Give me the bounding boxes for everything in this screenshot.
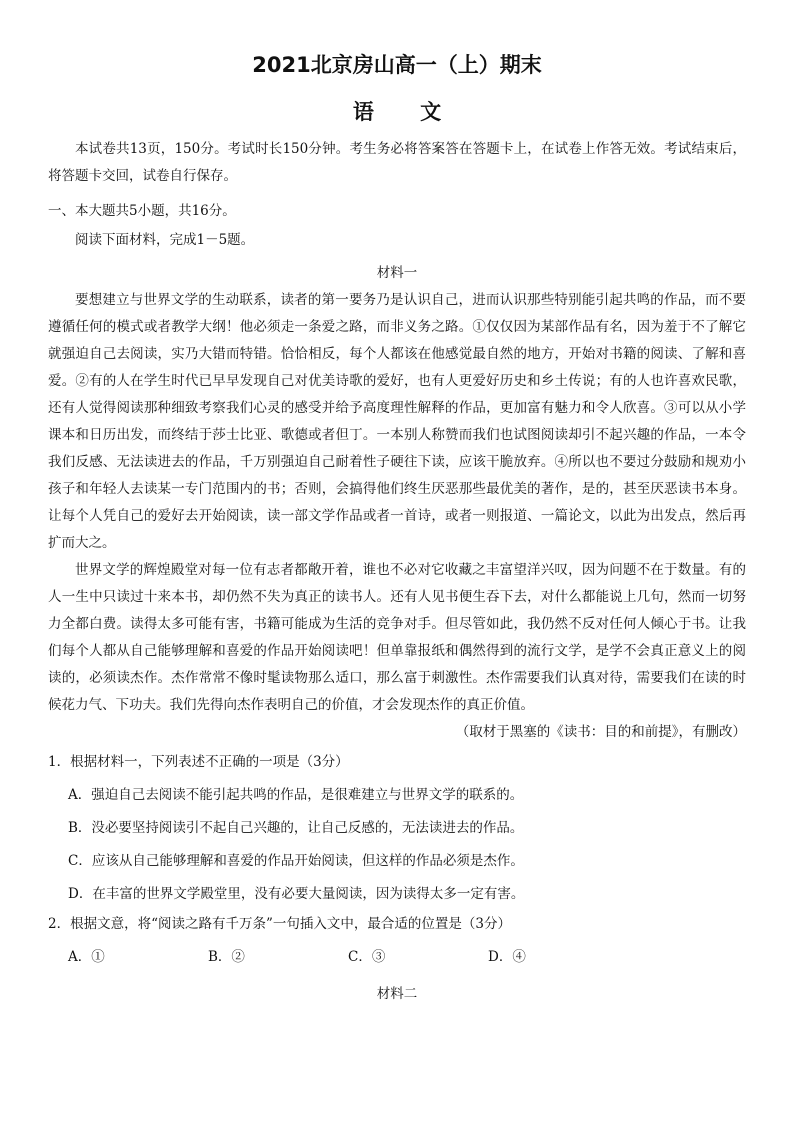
section-intro: 阅读下面材料，完成1－5题。 (75, 232, 255, 248)
material-one-heading: 材料一 (376, 265, 418, 281)
question-2-options (48, 944, 746, 971)
exam-title: 2021北京房山高一（上）期末 (252, 53, 542, 77)
exam-instructions: 本试卷共13页，150分。考试时长150分钟。考生务必将答案答在答题卡上，在试卷上作答无效。考试结束后，将答题卡交回，试卷自行保存。 (48, 141, 746, 184)
question-2-option-a: A．① (68, 949, 105, 965)
question-1-option-a: A．强迫自己去阅读不能引起共鸣的作品，是很难建立与世界文学的联系的。 (68, 787, 524, 803)
question-2-option-c: C．③ (348, 949, 386, 965)
material-one-paragraph-1: 要想建立与世界文学的生动联系，读者的第一要务乃是认识自己，进而认识那些特别能引起共鸣的作品，而不要遵循任何的模式或者教学大纲！他必须走一条爱之路，而非义务之路。①仅仅因为某部作品有名，因为羞于不了解它就强迫自己去阅读，实乃大错而特错。恰恰相反，每个人都该在他感觉最自然的地方，开始对书籍的阅读、了解和喜爱。②有的人在学生时代已早早发现自己对优美诗歌的爱好，也有人更爱好历史和乡土传说；有的人也许喜欢民歌，还有人觉得阅读那种细致考察我们心灵的感受并给予高度理性解释的作品，更加富有魅力和令人欣喜。③可以从小学课本和日历出发，而终结于莎士比亚、歌德或者但丁。一本别人称赞而我们也试图阅读却引不起兴趣的作品，一本令我们反感、无法读进去的作品，千万别强迫自己耐着性子硬往下读，应该干脆放弃。④所以也不要过分鼓励和规劝小孩子和年轻人去读某一专门范围内的书；否则，会搞得他们终生厌恶那些最优美的著作，是的，甚至厌恶读书本身。让每个人凭自己的爱好去开始阅读，读一部文学作品或者一首诗，或者一则报道、一篇论文，以此为出发点，然后再扩而大之。 (48, 292, 746, 551)
material-one-source: （取材于黑塞的《读书：目的和前提》，有删改） (455, 724, 746, 740)
section-heading: 一、本大题共5小题，共16分。 (48, 203, 236, 219)
question-2-option-d: D．④ (488, 949, 526, 965)
material-one-paragraph-2: 世界文学的辉煌殿堂对每一位有志者都敞开着，谁也不必对它收藏之丰富望洋兴叹，因为问题不在于数量。有的人一生中只读过十来本书，却仍然不失为真正的读书人。还有人见书便生吞下去，对什么都能说上几句，然而一切努力全都白费。读得太多可能有害，书籍可能成为生活的竞争对手。但尽管如此，我仍然不反对任何人倾心于书。让我们每个人都从自己能够理解和喜爱的作品开始阅读吧！但单靠报纸和偶然得到的流行文学，是学不会真正意义上的阅读的，必须读杰作。杰作常常不像时髦读物那么适口，那么富于刺激性。杰作需要我们认真对待，需要我们在读的时候花力气、下功夫。我们先得向杰作表明自己的价值，才会发现杰作的真正价值。 (48, 562, 746, 713)
question-1-option-d: D．在丰富的世界文学殿堂里，没有必要大量阅读，因为读得太多一定有害。 (68, 886, 525, 902)
material-two-heading: 材料二 (376, 986, 418, 1002)
question-1-stem: 1．根据材料一，下列表述不正确的一项是（3分） (48, 754, 349, 770)
question-1-option-b: B．没必要坚持阅读引不起自己兴趣的，让自己反感的，无法读进去的作品。 (68, 820, 524, 836)
question-1-option-c: C．应该从自己能够理解和喜爱的作品开始阅读，但这样的作品必须是杰作。 (68, 853, 524, 869)
question-2-stem: 2．根据文意，将“阅读之路有千万条”一句插入文中，最合适的位置是（3分） (48, 916, 511, 932)
subject-title: 语文 (352, 100, 488, 124)
question-2-option-b: B．② (208, 949, 245, 965)
